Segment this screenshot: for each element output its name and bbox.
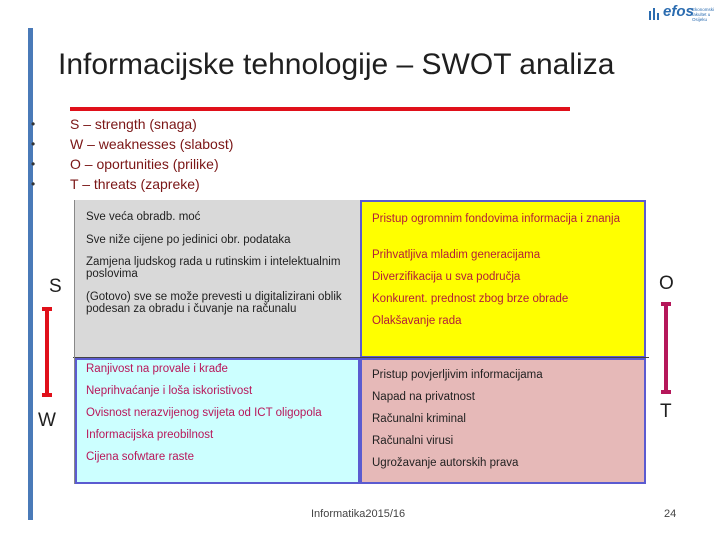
list-item: • T – threats (zapreke) bbox=[31, 176, 200, 192]
list-item: • S – strength (snaga) bbox=[31, 116, 197, 132]
threat-item: Računalni kriminal bbox=[372, 413, 466, 425]
threat-item: Napad na privatnost bbox=[372, 391, 475, 403]
efos-logo bbox=[648, 2, 716, 24]
title-underline bbox=[70, 107, 570, 111]
weakness-item: Informacijska preobilnost bbox=[86, 429, 214, 441]
strength-item: Sve niže cijene po jedinici obr. podataka bbox=[86, 234, 291, 246]
opportunity-item: Olakšavanje rada bbox=[372, 315, 462, 327]
weaknesses-quadrant bbox=[75, 358, 360, 484]
strength-item: (Gotovo) sve se može prevesti u digitalizirani oblik podesan za obradu i čuvanje na računalu bbox=[86, 291, 342, 315]
opportunity-item: Pristup ogromnim fondovima informacija i znanja bbox=[372, 213, 620, 225]
opportunity-item: Konkurent. prednost zbog brze obrade bbox=[372, 293, 569, 305]
opportunity-item: Prihvatljiva mladim generacijama bbox=[372, 249, 541, 261]
bullet-icon: • bbox=[31, 137, 36, 151]
bullet-icon: • bbox=[31, 157, 36, 171]
logo-subtitle: Ekonomski fakultet u Osijeku bbox=[692, 7, 715, 22]
letter-t: T bbox=[660, 401, 672, 422]
s-w-arrow-line bbox=[45, 307, 49, 397]
threat-item: Ugrožavanje autorskih prava bbox=[372, 457, 519, 469]
o-t-arrow-bottom-cap bbox=[661, 390, 671, 394]
letter-w: W bbox=[38, 410, 56, 431]
weakness-item: Neprihvaćanje i loša iskoristivost bbox=[86, 385, 253, 397]
quadrant-left-edge bbox=[74, 200, 75, 484]
letter-o: O bbox=[659, 273, 674, 294]
quadrant-divider bbox=[73, 357, 649, 358]
threat-item: Pristup povjerljivim informacijama bbox=[372, 369, 543, 381]
o-t-arrow-line bbox=[664, 302, 668, 394]
bullet-icon: • bbox=[31, 177, 36, 191]
left-accent-bar bbox=[28, 28, 36, 520]
weakness-item: Cijena sofwtare raste bbox=[86, 451, 195, 463]
s-w-arrow-bottom-cap bbox=[42, 393, 52, 397]
list-item: • W – weaknesses (slabost) bbox=[31, 136, 234, 152]
threat-item: Računalni virusi bbox=[372, 435, 454, 447]
weakness-item: Ranjivost na provale i krađe bbox=[86, 363, 228, 375]
list-item: • O – oportunities (prilike) bbox=[31, 156, 219, 172]
footer-text: Informatika2015/16 bbox=[311, 508, 406, 520]
page-number: 24 bbox=[664, 508, 677, 520]
weakness-item: Ovisnost nerazvijenog svijeta od ICT oligopola bbox=[86, 407, 322, 419]
letter-s: S bbox=[49, 276, 62, 297]
logo-text: efos bbox=[663, 3, 694, 20]
bullet-icon: • bbox=[31, 117, 36, 131]
swot-legend-list bbox=[30, 114, 233, 194]
strength-item: Sve veća obradb. moć bbox=[86, 211, 201, 223]
slide-title: Informacijske tehnologije – SWOT analiza bbox=[58, 48, 615, 81]
strength-item: Zamjena ljudskog rada u rutinskim i intelektualnim poslovima bbox=[86, 256, 341, 280]
logo-mark-icon bbox=[648, 5, 662, 21]
opportunity-item: Diverzifikacija u sva područja bbox=[372, 271, 521, 283]
